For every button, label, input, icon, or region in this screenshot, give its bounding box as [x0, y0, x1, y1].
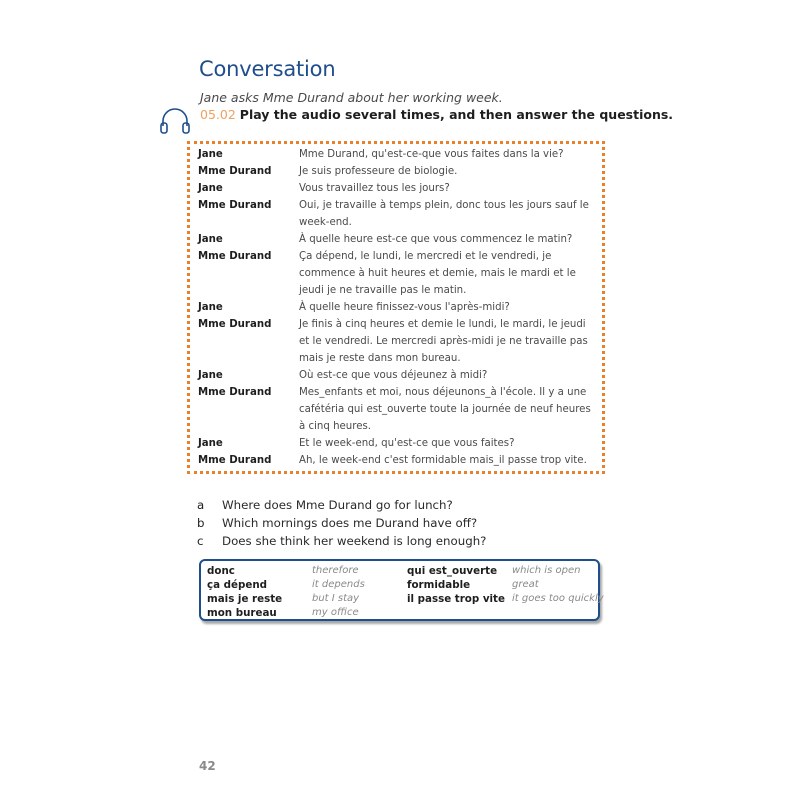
speaker-name: Jane — [198, 149, 223, 160]
vocabulary-box — [199, 559, 604, 621]
dialogue-line: Je finis à cinq heures et demie le lundi, le mardi, le jeudi et le vendredi. Le mercredi après-midi je ne travaille pas mais je reste dans mon bureau. — [299, 319, 588, 364]
question-item — [197, 532, 617, 550]
question-item — [197, 496, 617, 514]
vocab-meaning: it goes too quickly — [512, 593, 604, 604]
question-text: Where does Mme Durand go for lunch? — [222, 498, 453, 512]
vocab-meaning: my office — [312, 607, 359, 618]
vocab-term: mais je reste — [207, 593, 283, 605]
question-text: Does she think her weekend is long enough? — [222, 534, 487, 548]
instruction-text: Play the audio several times, and then answer the questions. — [239, 107, 674, 122]
vocab-meaning: it depends — [312, 579, 365, 590]
dialogue-row — [198, 316, 598, 367]
dialogue-row — [198, 452, 598, 469]
dialogue-row — [198, 248, 598, 299]
dialogue-row — [198, 367, 598, 384]
question-item — [197, 514, 617, 532]
track-number: 05.02 — [200, 107, 236, 122]
dialogue-line: Ah, le week-end c'est formidable mais_il passe trop vite. — [299, 455, 587, 466]
vocab-meaning: therefore — [312, 565, 359, 576]
dialogue-line: À quelle heure finissez-vous l'après-midi? — [299, 302, 510, 313]
vocab-meaning: great — [512, 579, 539, 590]
page-title: Conversation — [199, 57, 336, 81]
speaker-name: Mme Durand — [198, 319, 272, 330]
speaker-name: Jane — [198, 438, 223, 449]
page-subtitle: Jane asks Mme Durand about her working week. — [200, 90, 503, 105]
dialogue-row — [198, 435, 598, 452]
dialogue-row — [198, 231, 598, 248]
vocab-meaning: which is open — [512, 565, 581, 576]
dialogue-row — [198, 180, 598, 197]
question-letter: a — [197, 498, 205, 512]
speaker-name: Jane — [198, 183, 223, 194]
vocabulary-grid — [207, 564, 602, 620]
dialogue-line: Où est-ce que vous déjeunez à midi? — [299, 370, 488, 381]
speaker-name: Mme Durand — [198, 166, 272, 177]
question-text: Which mornings does me Durand have off? — [222, 516, 478, 530]
vocab-term: il passe trop vite — [407, 593, 505, 605]
dialogue-line: Et le week-end, qu'est-ce que vous faites? — [299, 438, 515, 449]
speaker-name: Jane — [198, 302, 223, 313]
speaker-name: Jane — [198, 234, 223, 245]
page-number: 42 — [199, 759, 216, 773]
dialogue-line: Ça dépend, le lundi, le mercredi et le vendredi, je commence à huit heures et demie, mais le mardi et le jeudi je ne travaille pas le matin. — [299, 251, 576, 296]
speaker-name: Mme Durand — [198, 455, 272, 466]
vocab-term: mon bureau — [207, 607, 277, 619]
question-letter: c — [197, 534, 204, 548]
speaker-name: Mme Durand — [198, 200, 272, 211]
dialogue-table — [198, 146, 598, 469]
dialogue-line: À quelle heure est-ce que vous commencez le matin? — [299, 234, 573, 245]
speaker-name: Mme Durand — [198, 387, 272, 398]
questions-list — [197, 496, 617, 550]
dialogue-row — [198, 384, 598, 435]
dialogue-line: Oui, je travaille à temps plein, donc tous les jours sauf le week-end. — [299, 200, 589, 228]
speaker-name: Jane — [198, 370, 223, 381]
dialogue-row — [198, 197, 598, 231]
question-letter: b — [197, 516, 205, 530]
vocab-term: donc — [207, 565, 235, 577]
headphones-icon — [158, 106, 192, 136]
vocab-meaning: but I stay — [312, 593, 360, 604]
dialogue-row — [198, 146, 598, 163]
dialogue-row — [198, 299, 598, 316]
vocab-term: qui est_ouverte — [407, 565, 498, 577]
vocab-term: ça dépend — [207, 579, 268, 591]
dialogue-row — [198, 163, 598, 180]
dialogue-line: Mme Durand, qu'est-ce-que vous faites dans la vie? — [299, 149, 564, 160]
dialogue-line: Mes_enfants et moi, nous déjeunons_à l'école. Il y a une cafétéria qui est_ouverte toute la journée de neuf heures à cinq heures. — [299, 387, 591, 432]
vocab-term: formidable — [407, 579, 471, 591]
dialogue-line: Je suis professeure de biologie. — [299, 166, 458, 177]
speaker-name: Mme Durand — [198, 251, 272, 262]
audio-instruction — [200, 107, 673, 122]
dialogue-line: Vous travaillez tous les jours? — [299, 183, 450, 194]
